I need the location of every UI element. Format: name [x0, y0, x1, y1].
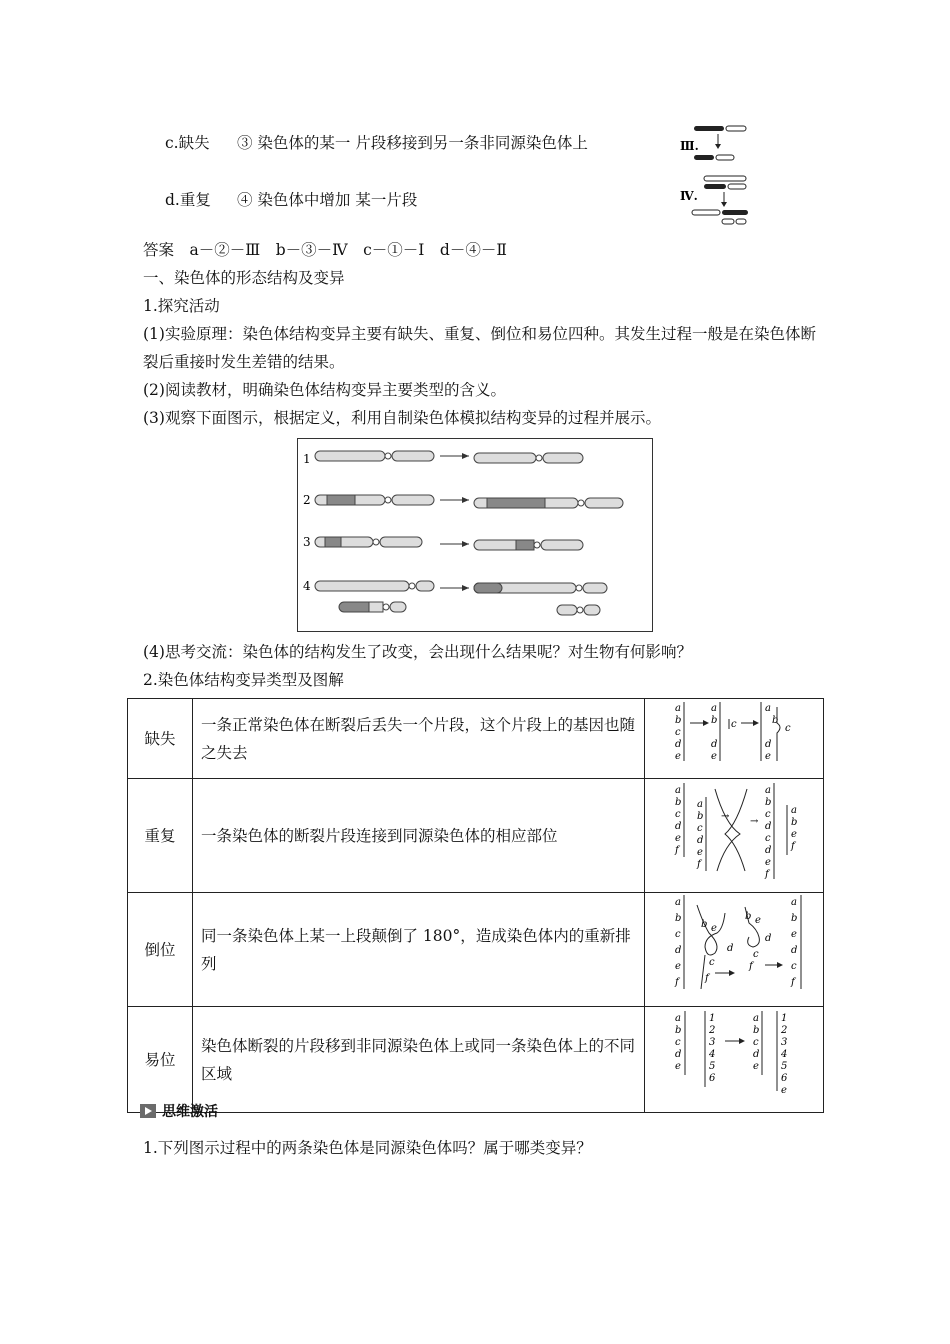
svg-text:b: b: [745, 911, 752, 922]
svg-text:e: e: [791, 829, 797, 840]
item-principle: (1)实验原理：染色体结构变异主要有缺失、重复、倒位和易位四种。其发生过程一般是在染色体断裂后重接时发生差错的结果。: [143, 325, 816, 371]
translocation-diagram: [645, 1007, 824, 1113]
item-read: (2)阅读教材，明确染色体结构变异主要类型的含义。: [143, 381, 506, 399]
svg-text:2: 2: [709, 1025, 716, 1036]
svg-text:6: 6: [709, 1073, 716, 1084]
svg-text:→: →: [721, 811, 730, 822]
svg-text:b: b: [772, 715, 779, 726]
table-row: [128, 1007, 824, 1113]
svg-text:d: d: [697, 835, 704, 846]
svg-text:b: b: [765, 797, 772, 808]
section-heading: 一、染色体的形态结构及变异: [143, 269, 345, 287]
svg-text:→: →: [750, 816, 759, 827]
row-number: 1: [303, 452, 311, 466]
svg-text:1: 1: [781, 1013, 788, 1024]
svg-text:f: f: [697, 859, 701, 870]
svg-text:2: 2: [781, 1025, 788, 1036]
svg-text:d: d: [765, 845, 772, 856]
svg-text:5: 5: [709, 1061, 716, 1072]
diagram-translocation-III: [678, 122, 758, 176]
svg-text:d: d: [675, 1049, 682, 1060]
svg-text:4: 4: [781, 1049, 788, 1060]
svg-text:a: a: [675, 1013, 681, 1024]
svg-text:3: 3: [709, 1037, 716, 1048]
think-label: 思维激活: [162, 1104, 218, 1120]
roman-label: Ⅳ.: [680, 189, 698, 203]
svg-text:a: a: [697, 799, 703, 810]
svg-text:e: e: [781, 1085, 787, 1096]
svg-text:e: e: [791, 929, 797, 940]
svg-text:f: f: [675, 977, 679, 988]
activity-heading: 1.探究活动: [143, 297, 220, 315]
svg-text:d: d: [675, 945, 682, 956]
svg-text:b: b: [675, 715, 682, 726]
svg-text:b: b: [675, 797, 682, 808]
svg-text:d: d: [675, 739, 682, 750]
table-row: [128, 699, 824, 779]
type-cell: 重复: [128, 779, 193, 893]
type-cell: 缺失: [128, 699, 193, 779]
svg-text:c: c: [709, 957, 715, 968]
svg-text:e: e: [753, 1061, 759, 1072]
svg-text:e: e: [765, 857, 771, 868]
table-row: [128, 779, 824, 893]
svg-text:f: f: [791, 841, 795, 852]
svg-text:a: a: [711, 703, 717, 714]
svg-text:d: d: [753, 1049, 760, 1060]
type-cell: 易位: [128, 1007, 193, 1113]
svg-text:d: d: [711, 739, 718, 750]
answer-line: 答案 a－②－Ⅲ b－③－Ⅳ c－①－Ⅰ d－④－Ⅱ: [143, 241, 507, 259]
deletion-diagram: [645, 699, 824, 779]
svg-text:c: c: [731, 719, 737, 730]
svg-text:f: f: [705, 973, 709, 984]
inversion-diagram: [645, 893, 824, 1007]
diagram-translocation-IV: [678, 174, 758, 234]
svg-text:a: a: [675, 897, 681, 908]
question-1: 1.下列图示过程中的两条染色体是同源染色体吗？属于哪类变异？: [143, 1139, 592, 1157]
item-discuss: (4)思考交流：染色体的结构发生了改变，会出现什么结果呢？对生物有何影响？: [143, 643, 692, 661]
table-heading: 2.染色体结构变异类型及图解: [143, 671, 344, 689]
svg-text:e: e: [755, 915, 761, 926]
svg-text:c: c: [675, 809, 681, 820]
match-d-letter: d.重复: [165, 191, 211, 209]
svg-text:1: 1: [709, 1013, 716, 1024]
match-d-desc: ④ 染色体中增加 某一片段: [237, 191, 418, 209]
svg-text:e: e: [675, 961, 681, 972]
svg-text:e: e: [675, 1061, 681, 1072]
chromosome-variation-figure: [297, 438, 653, 636]
svg-text:e: e: [697, 847, 703, 858]
svg-text:c: c: [675, 929, 681, 940]
variation-types-table: [127, 698, 824, 1113]
svg-text:a: a: [675, 703, 681, 714]
svg-text:3: 3: [781, 1037, 788, 1048]
svg-text:c: c: [765, 833, 771, 844]
svg-text:b: b: [675, 1025, 682, 1036]
svg-text:c: c: [753, 949, 759, 960]
svg-text:e: e: [711, 923, 717, 934]
svg-text:c: c: [753, 1037, 759, 1048]
svg-text:b: b: [701, 919, 708, 930]
type-cell: 倒位: [128, 893, 193, 1007]
svg-text:6: 6: [781, 1073, 788, 1084]
svg-text:d: d: [765, 739, 772, 750]
svg-text:d: d: [675, 821, 682, 832]
svg-text:a: a: [791, 805, 797, 816]
match-c-letter: c.缺失: [165, 134, 210, 152]
item-observe: (3)观察下面图示，根据定义，利用自制染色体模拟结构变异的过程并展示。: [143, 409, 661, 427]
svg-text:4: 4: [709, 1049, 716, 1060]
svg-text:a: a: [765, 785, 771, 796]
desc-cell: 染色体断裂的片段移到非同源染色体上或同一条染色体上的不同区域: [193, 1007, 645, 1113]
svg-text:a: a: [791, 897, 797, 908]
svg-text:b: b: [697, 811, 704, 822]
row-number: 3: [303, 535, 311, 549]
svg-text:d: d: [765, 933, 772, 944]
row-number: 4: [303, 579, 311, 593]
svg-text:f: f: [675, 845, 679, 856]
svg-text:b: b: [711, 715, 718, 726]
svg-text:5: 5: [781, 1061, 788, 1072]
svg-text:a: a: [765, 703, 771, 714]
svg-text:c: c: [675, 727, 681, 738]
svg-text:e: e: [675, 751, 681, 762]
row-number: 2: [303, 493, 311, 507]
think-activate-tag: [140, 1101, 218, 1122]
svg-text:e: e: [675, 833, 681, 844]
svg-text:b: b: [675, 913, 682, 924]
svg-text:c: c: [675, 1037, 681, 1048]
svg-text:e: e: [711, 751, 717, 762]
svg-text:f: f: [791, 977, 795, 988]
svg-text:a: a: [753, 1013, 759, 1024]
svg-text:c: c: [765, 809, 771, 820]
svg-text:c: c: [791, 961, 797, 972]
svg-text:d: d: [765, 821, 772, 832]
roman-label: Ⅲ.: [680, 139, 699, 153]
svg-text:c: c: [697, 823, 703, 834]
table-row: [128, 893, 824, 1007]
desc-cell: 同一条染色体上某一上段颠倒了 180°，造成染色体内的重新排列: [193, 893, 645, 1007]
svg-text:b: b: [791, 817, 798, 828]
svg-text:c: c: [785, 723, 791, 734]
svg-text:b: b: [791, 913, 798, 924]
svg-text:f: f: [749, 961, 753, 972]
svg-text:d: d: [727, 943, 734, 954]
svg-text:e: e: [765, 751, 771, 762]
duplication-diagram: [645, 779, 824, 893]
desc-cell: 一条正常染色体在断裂后丢失一个片段，这个片段上的基因也随之失去: [193, 699, 645, 779]
match-c-desc: ③ 染色体的某一 片段移接到另一条非同源染色体上: [237, 134, 588, 152]
play-icon: [140, 1104, 156, 1118]
svg-text:d: d: [791, 945, 798, 956]
desc-cell: 一条染色体的断裂片段连接到同源染色体的相应部位: [193, 779, 645, 893]
svg-text:b: b: [753, 1025, 760, 1036]
svg-text:a: a: [675, 785, 681, 796]
svg-text:f: f: [765, 869, 769, 880]
